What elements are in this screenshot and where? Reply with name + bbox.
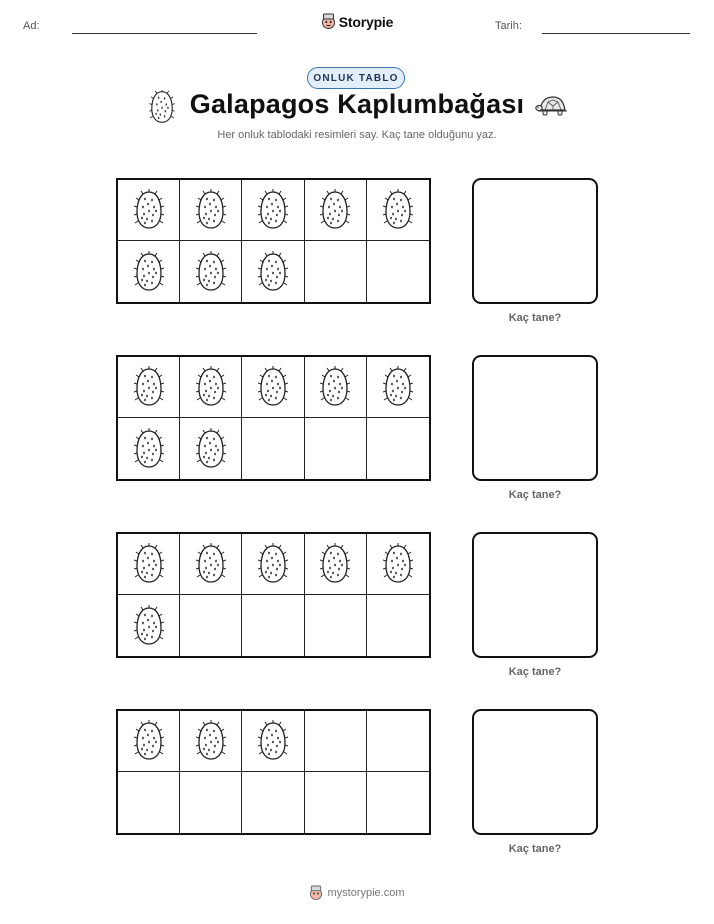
cactus-pad-icon (134, 602, 164, 650)
cactus-pad-icon (134, 540, 164, 588)
ten-frame-cell (367, 534, 429, 595)
ten-frame-cell (367, 772, 429, 833)
ten-frame-cell (367, 418, 429, 479)
answer-label: Kaç tane? (508, 843, 562, 855)
cactus-pad-icon (383, 186, 413, 234)
ten-frame-cell (118, 241, 180, 302)
answer-box[interactable] (472, 532, 598, 658)
cactus-pad-icon (320, 363, 350, 411)
cactus-pad-icon (258, 186, 288, 234)
cactus-pad-icon (258, 363, 288, 411)
ten-frame-cell (242, 357, 304, 418)
cactus-pad-icon (196, 425, 226, 473)
ten-frame-cell (118, 772, 180, 833)
tortoise-icon (535, 94, 569, 118)
ten-frame-cell (242, 772, 304, 833)
ten-frame-cell (367, 711, 429, 772)
ten-frame-cell (180, 772, 242, 833)
page-title: Galapagos Kaplumbağası (189, 89, 525, 119)
cactus-pad-icon (196, 248, 226, 296)
cactus-pad-icon (320, 540, 350, 588)
answer-box[interactable] (472, 355, 598, 481)
answer-label: Kaç tane? (508, 666, 562, 678)
ten-frame-cell (242, 241, 304, 302)
ten-frame-cell (180, 418, 242, 479)
ten-frame-cell (118, 418, 180, 479)
answer-label: Kaç tane? (508, 312, 562, 324)
ten-frame-cell (118, 357, 180, 418)
ten-frame-cell (180, 241, 242, 302)
cactus-pad-icon (134, 248, 164, 296)
instructions: Her onluk tablodaki resimleri say. Kaç tane olduğunu yaz. (217, 129, 497, 141)
worksheet-type-badge: ONLUK TABLO (307, 67, 405, 89)
ten-frame-cell (305, 534, 367, 595)
ten-frame-cell (180, 711, 242, 772)
cactus-pad-icon (383, 540, 413, 588)
ten-frame-cell (242, 711, 304, 772)
cactus-pad-icon (196, 363, 226, 411)
ten-frame (116, 709, 431, 835)
ten-frame-cell (305, 180, 367, 241)
cactus-pad-icon (320, 186, 350, 234)
cactus-pad-icon (258, 248, 288, 296)
cactus-pad-icon (383, 363, 413, 411)
ten-frame-cell (242, 534, 304, 595)
ten-frame-cell (118, 534, 180, 595)
name-label: Ad: (23, 20, 40, 32)
name-line (72, 33, 257, 34)
ten-frame (116, 532, 431, 658)
cactus-pad-icon (196, 186, 226, 234)
ten-frame-cell (180, 357, 242, 418)
cactus-pad-icon (196, 540, 226, 588)
cactus-pad-icon (258, 717, 288, 765)
ten-frame-cell (367, 180, 429, 241)
ten-frame-cell (180, 534, 242, 595)
cactus-pad-icon (258, 540, 288, 588)
answer-label: Kaç tane? (508, 489, 562, 501)
ten-frame-cell (305, 711, 367, 772)
date-line (542, 33, 690, 34)
ten-frame-cell (305, 241, 367, 302)
brand-name: Storypie (338, 13, 394, 30)
ten-frame-cell (118, 180, 180, 241)
ten-frame (116, 355, 431, 481)
answer-box[interactable] (472, 709, 598, 835)
cactus-pad-icon (134, 363, 164, 411)
ten-frame-cell (118, 595, 180, 656)
ten-frame-cell (180, 180, 242, 241)
ten-frame-cell (118, 711, 180, 772)
storypie-logo-icon (309, 885, 323, 901)
ten-frame-cell (367, 241, 429, 302)
ten-frame-cell (242, 595, 304, 656)
ten-frame-cell (367, 595, 429, 656)
storypie-logo-icon (321, 13, 336, 30)
ten-frame-cell (305, 595, 367, 656)
answer-box[interactable] (472, 178, 598, 304)
ten-frame-cell (180, 595, 242, 656)
ten-frame-cell (305, 418, 367, 479)
footer (0, 885, 714, 901)
ten-frame-cell (305, 772, 367, 833)
ten-frame-cell (242, 180, 304, 241)
cactus-pad-icon (134, 717, 164, 765)
ten-frame-cell (367, 357, 429, 418)
ten-frame-cell (242, 418, 304, 479)
cactus-pad-icon (134, 425, 164, 473)
date-label: Tarih: (495, 20, 522, 32)
ten-frame-cell (305, 357, 367, 418)
cactus-pad-icon (134, 186, 164, 234)
brand (0, 13, 714, 30)
cactus-pad-icon (196, 717, 226, 765)
footer-url: mystorypie.com (327, 887, 405, 899)
ten-frame (116, 178, 431, 304)
